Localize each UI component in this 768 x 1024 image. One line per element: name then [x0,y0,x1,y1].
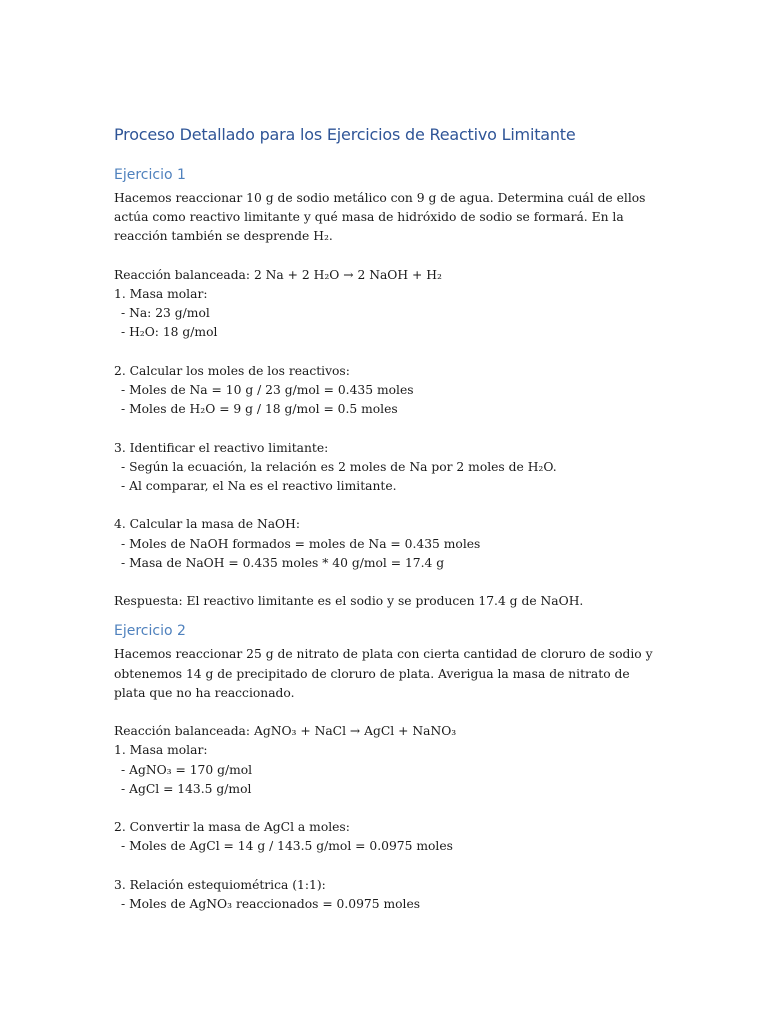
exercise-1-step-3-item: - Según la ecuación, la relación es 2 moles de Na por 2 moles de H₂O. [121,459,557,474]
exercise-2-heading: Ejercicio 2 [114,623,186,640]
exercise-2-step-3-title: 3. Relación estequiométrica (1:1): [114,877,326,892]
exercise-1-step-4-item: - Masa de NaOH = 0.435 moles * 40 g/mol = 17.4 g [121,555,445,570]
exercise-1-step-1-title: 1. Masa molar: [114,287,208,301]
exercise-2-step-1-item: - AgNO₃ = 170 g/mol [121,762,253,777]
exercise-1-step-1-item: - H₂O: 18 g/mol [121,325,218,340]
exercise-1-step-2-item: - Moles de Na = 10 g / 23 g/mol = 0.435 moles [121,383,414,397]
exercise-1-heading: Ejercicio 1 [114,167,186,183]
exercise-2-reaction: Reacción balanceada: AgNO₃ + NaCl → AgCl + NaNO₃ [114,724,457,739]
exercise-1-step-3-item: - Al comparar, el Na es el reactivo limitante. [121,479,397,493]
exercise-1-answer: Respuesta: El reactivo limitante es el sodio y se producen 17.4 g de NaOH. [114,594,584,609]
exercise-1-step-4-item: - Moles de NaOH formados = moles de Na = 0.435 moles [121,536,481,551]
exercise-1-step-1-item: - Na: 23 g/mol [121,306,210,321]
document-title: Proceso Detallado para los Ejercicios de Reactivo Limitante [114,125,576,144]
exercise-2-statement: Hacemos reaccionar 25 g de nitrato de plata con cierta cantidad de cloruro de sodio y obtenemos 14 g de precipitado de cloruro de plata. Averigua la masa de nitrato de plata que no ha reaccionado. [114,647,653,700]
exercise-1-reaction: Reacción balanceada: 2 Na + 2 H₂O → 2 NaOH + H₂ [114,267,442,282]
exercise-2-step-2-title: 2. Convertir la masa de AgCl a moles: [114,820,350,835]
exercise-2-step-1-item: - AgCl = 143.5 g/mol [121,781,252,796]
document-page [114,124,674,914]
exercise-2-step-1-title: 1. Masa molar: [114,743,208,758]
exercise-2-step-3-item: - Moles de AgNO₃ reaccionados = 0.0975 moles [121,896,421,911]
exercise-1-step-2-item: - Moles de H₂O = 9 g / 18 g/mol = 0.5 moles [121,402,398,417]
exercise-2-step-2-item: - Moles de AgCl = 14 g / 143.5 g/mol = 0.0975 moles [121,839,453,854]
exercise-1-step-3-title: 3. Identificar el reactivo limitante: [114,440,329,455]
exercise-1-step-2-title: 2. Calcular los moles de los reactivos: [114,363,350,378]
exercise-1-statement: Hacemos reaccionar 10 g de sodio metálico con 9 g de agua. Determina cuál de ellos actúa como reactivo limitante y qué masa de hidróxido de sodio se formará. En la reacción también se desprende H₂. [114,191,646,244]
exercise-1-step-4-title: 4. Calcular la masa de NaOH: [114,517,300,532]
